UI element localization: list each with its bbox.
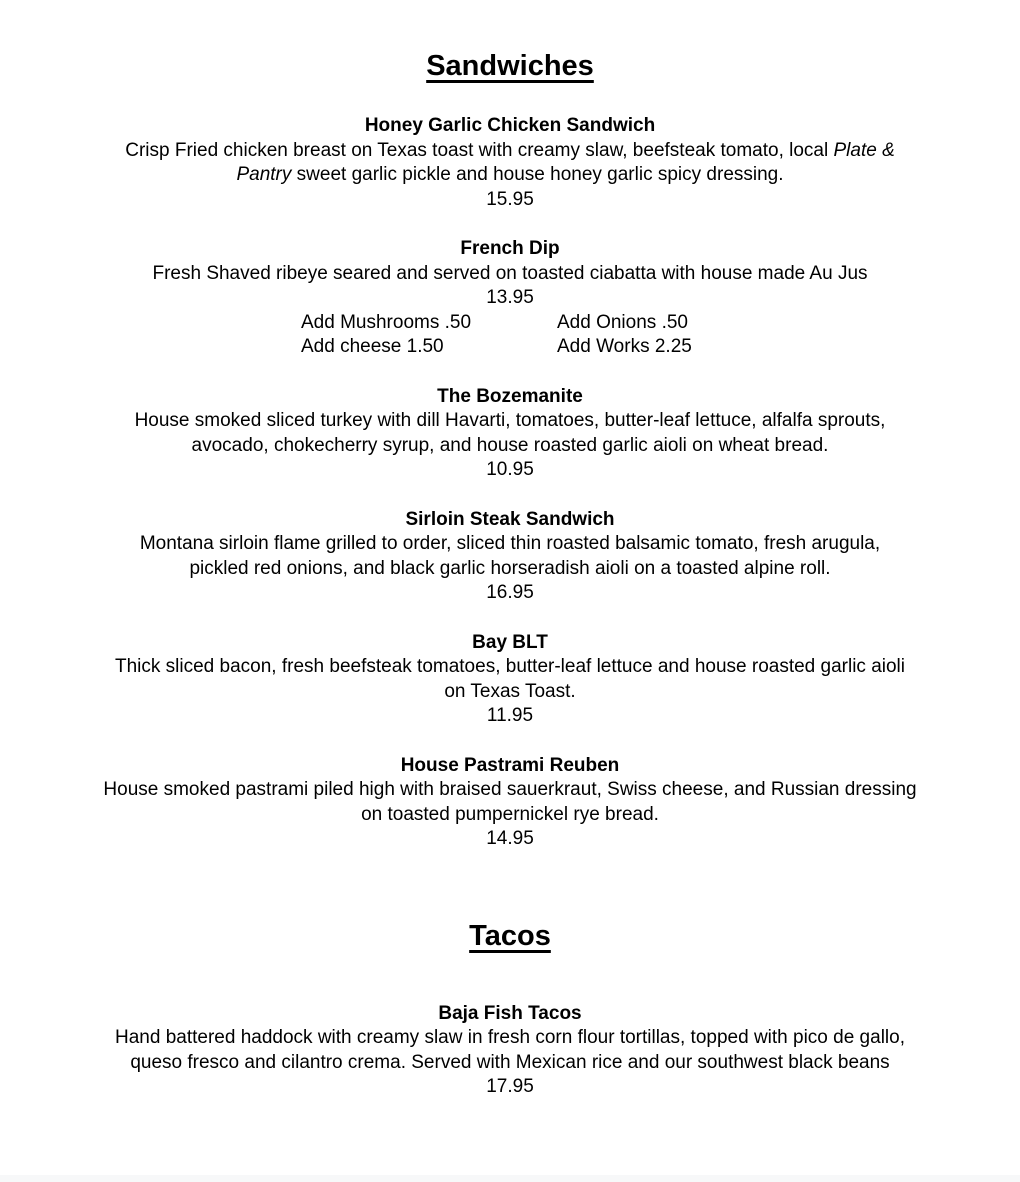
description-line: [0, 655, 1020, 680]
description-line: [0, 139, 1020, 164]
menu-item-name: Baja Fish Tacos: [438, 1002, 582, 1024]
section-title: [0, 918, 1020, 954]
description-text: avocado, chokecherry syrup, and house roasted garlic aioli on wheat bread.: [191, 434, 829, 456]
menu-item: [0, 385, 1020, 483]
menu-item: [0, 1002, 1020, 1100]
menu-item-price: 13.95: [486, 287, 534, 308]
description-text: Hand battered haddock with creamy slaw in fresh corn flour tortillas, topped with pico de gallo,: [115, 1027, 905, 1048]
description-line: [0, 557, 1020, 582]
description-line: [0, 163, 1020, 188]
menu-item-description: [0, 532, 1020, 581]
section-items: [0, 114, 1020, 852]
menu-item-name: The Bozemanite: [437, 385, 583, 407]
menu-item-description: [0, 1026, 1020, 1075]
menu-item-price: 16.95: [486, 582, 534, 603]
description-line: [0, 434, 1020, 459]
description-line: [0, 803, 1020, 828]
description-line: [0, 1026, 1020, 1051]
menu-item-price: 10.95: [486, 459, 534, 480]
menu-item-name: French Dip: [460, 238, 560, 259]
menu-item: [0, 114, 1020, 212]
menu-item: [0, 754, 1020, 852]
menu-item-addons: [301, 311, 692, 360]
addon-option: Add Mushrooms .50: [301, 311, 472, 333]
description-line: [0, 1051, 1020, 1076]
menu-item-price: 15.95: [486, 188, 534, 210]
menu-item: [0, 237, 1020, 360]
section-title-text: Sandwiches: [426, 50, 594, 82]
menu-section: [0, 918, 1020, 1100]
addon-option: Add Works 2.25: [557, 336, 692, 357]
menu-item-description: [0, 778, 1020, 827]
menu-section: [0, 48, 1020, 852]
description-line: [0, 778, 1020, 803]
menu-item-description: [0, 655, 1020, 704]
description-text-italic: Plate &: [833, 139, 895, 161]
section-title-text: Tacos: [469, 919, 551, 952]
description-text: pickled red onions, and black garlic horseradish aioli on a toasted alpine roll.: [189, 557, 831, 579]
menu-item: [0, 508, 1020, 606]
menu-item-name: Honey Garlic Chicken Sandwich: [364, 115, 656, 136]
description-text: Montana sirloin flame grilled to order, sliced thin roasted balsamic tomato, fresh arugula,: [139, 533, 881, 554]
description-text: sweet garlic pickle and house honey garlic spicy dressing.: [291, 164, 784, 185]
menu-item-name: Bay BLT: [472, 631, 548, 653]
description-text: House smoked sliced turkey with dill Havarti, tomatoes, butter-leaf lettuce, alfalfa sprouts,: [134, 410, 886, 431]
description-line: [0, 409, 1020, 434]
menu-item-description: [0, 409, 1020, 458]
menu-root: [0, 48, 1020, 1100]
description-line: [0, 532, 1020, 557]
section-title: [0, 48, 1020, 84]
addon-option: Add Onions .50: [557, 311, 688, 333]
menu-item-name: House Pastrami Reuben: [400, 754, 620, 776]
description-text: on Texas Toast.: [444, 680, 576, 702]
description-text: House smoked pastrami piled high with braised sauerkraut, Swiss cheese, and Russian dressing: [103, 779, 917, 800]
description-text: Thick sliced bacon, fresh beefsteak tomatoes, butter-leaf lettuce and house roasted garlic aioli: [115, 656, 905, 677]
bottom-strip: [0, 1175, 1020, 1182]
description-text: on toasted pumpernickel rye bread.: [361, 803, 659, 825]
menu-item-price: 17.95: [486, 1076, 534, 1097]
menu-item-description: [0, 262, 1020, 287]
menu-document: [0, 48, 1020, 1100]
description-line: [0, 262, 1020, 287]
menu-item-description: [0, 139, 1020, 188]
description-text: Crisp Fried chicken breast on Texas toast with creamy slaw, beefsteak tomato, local: [125, 139, 834, 161]
menu-item-price: 11.95: [486, 705, 534, 726]
menu-item: [0, 631, 1020, 729]
description-text: Fresh Shaved ribeye seared and served on toasted ciabatta with house made Au Jus: [152, 262, 868, 284]
description-text: queso fresco and cilantro crema. Served with Mexican rice and our southwest black beans: [130, 1051, 890, 1073]
section-items: [0, 1002, 1020, 1100]
addon-option: Add cheese 1.50: [301, 336, 444, 357]
description-text-italic: Pantry: [236, 164, 292, 185]
description-line: [0, 680, 1020, 705]
menu-item-price: 14.95: [486, 828, 534, 849]
menu-item-name: Sirloin Steak Sandwich: [405, 508, 615, 530]
